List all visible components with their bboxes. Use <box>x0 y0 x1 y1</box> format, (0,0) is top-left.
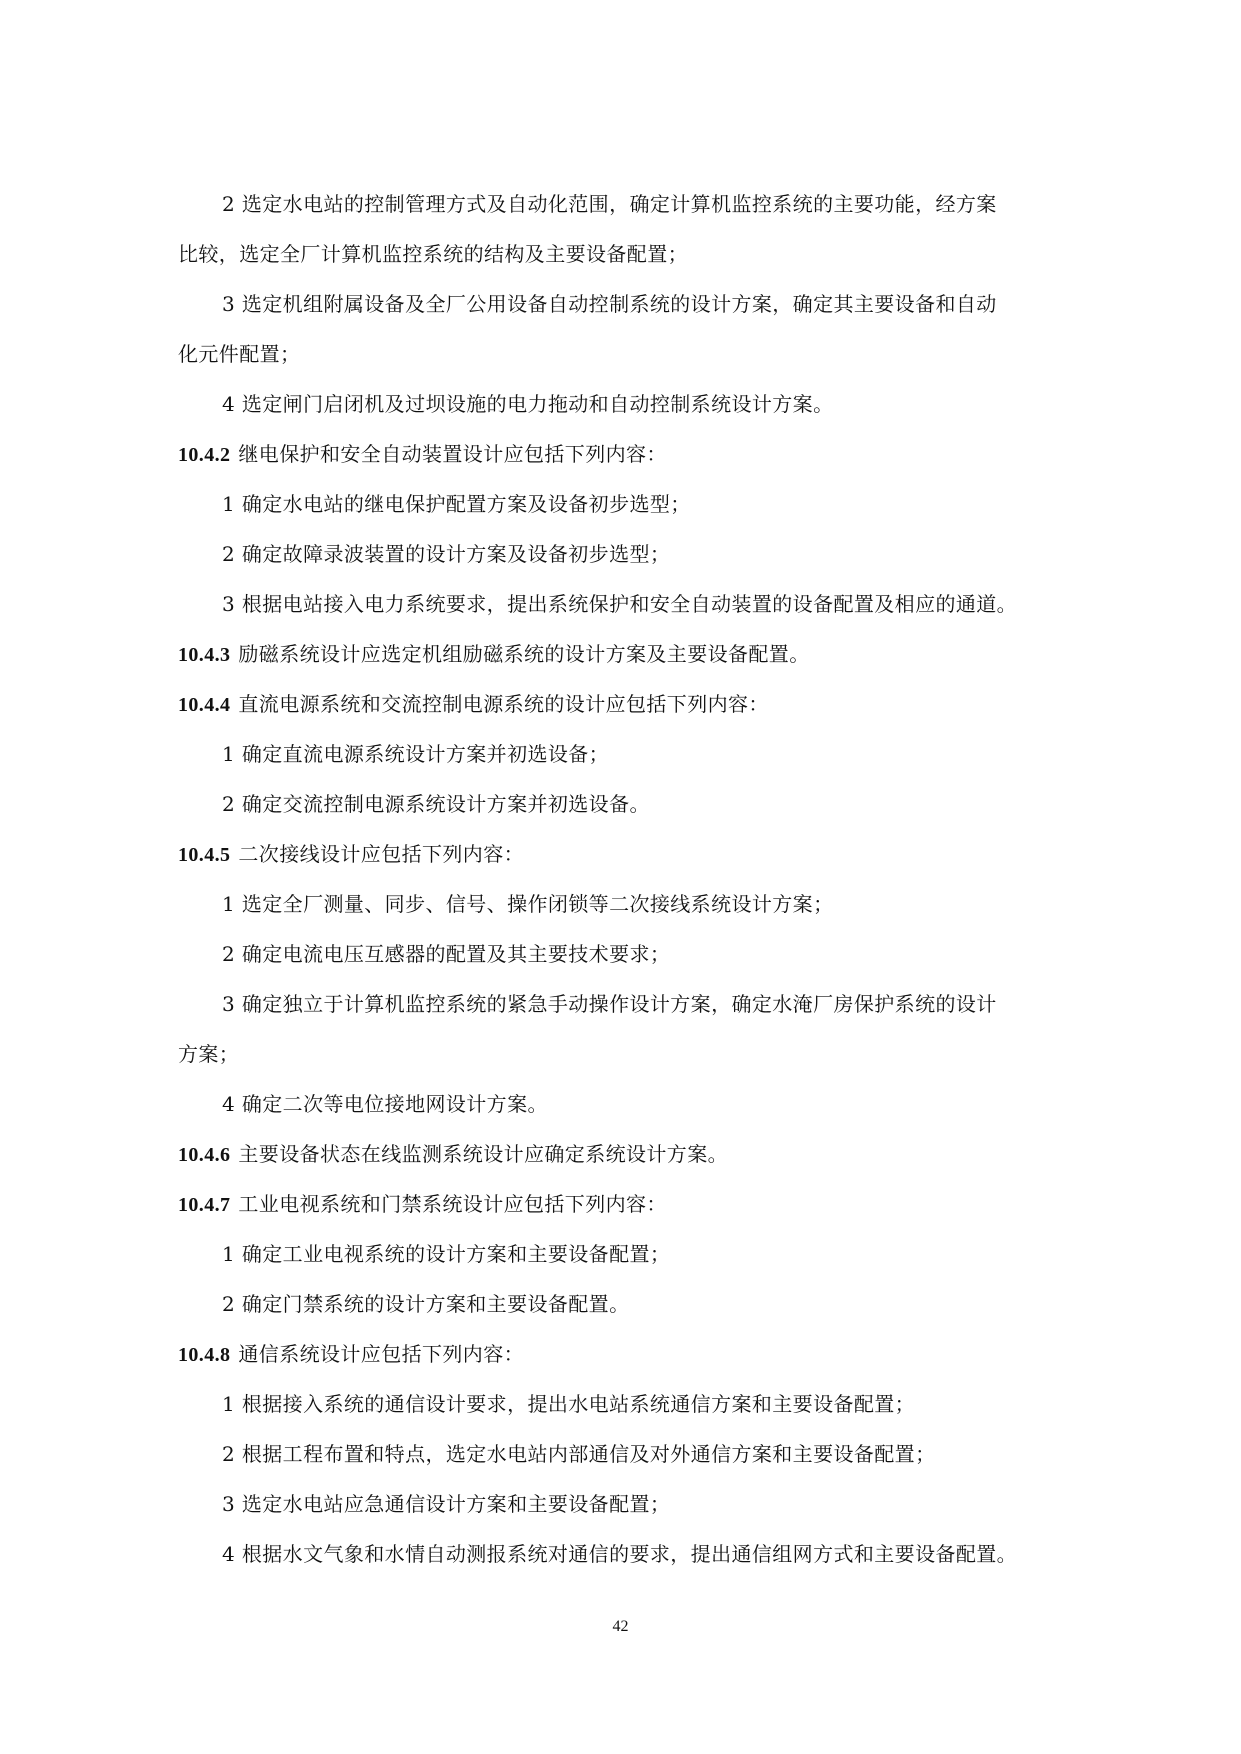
item-3-auxiliary-equipment-line2: 化元件配置； <box>178 342 301 366</box>
item-2-internal-communication: 2 根据工程布置和特点，选定水电站内部通信及对外通信方案和主要设备配置； <box>222 1442 936 1466</box>
clause-10-4-7: 10.4.7 工业电视系统和门禁系统设计应包括下列内容： <box>178 1192 667 1216</box>
item-4-equipotential-grounding: 4 确定二次等电位接地网设计方案。 <box>222 1092 548 1116</box>
item-1-relay-protection: 1 确定水电站的继电保护配置方案及设备初步选型； <box>222 492 691 516</box>
item-3-emergency-manual-line1: 3 确定独立于计算机监控系统的紧急手动操作设计方案，确定水淹厂房保护系统的设计 <box>222 992 997 1016</box>
item-2-ac-control-power: 2 确定交流控制电源系统设计方案并初选设备。 <box>222 792 650 816</box>
item-1-industrial-tv: 1 确定工业电视系统的设计方案和主要设备配置； <box>222 1242 671 1266</box>
item-4-hydrological-communication: 4 根据水文气象和水情自动测报系统对通信的要求，提出通信组网方式和主要设备配置。 <box>222 1542 1018 1566</box>
item-3-auxiliary-equipment-line1: 3 选定机组附属设备及全厂公用设备自动控制系统的设计方案，确定其主要设备和自动 <box>222 292 997 316</box>
clause-number: 10.4.3 <box>178 644 231 666</box>
item-3-emergency-manual-line2: 方案； <box>178 1042 240 1066</box>
clause-number: 10.4.5 <box>178 844 231 866</box>
clause-10-4-4: 10.4.4 直流电源系统和交流控制电源系统的设计应包括下列内容： <box>178 692 769 716</box>
item-3-emergency-communication: 3 选定水电站应急通信设计方案和主要设备配置； <box>222 1492 671 1516</box>
item-1-dc-power: 1 确定直流电源系统设计方案并初选设备； <box>222 742 610 766</box>
item-3-system-protection: 3 根据电站接入电力系统要求，提出系统保护和安全自动装置的设备配置及相应的通道。 <box>222 592 1018 616</box>
item-1-secondary-wiring: 1 选定全厂测量、同步、信号、操作闭锁等二次接线系统设计方案； <box>222 892 834 916</box>
clause-10-4-6: 10.4.6 主要设备状态在线监测系统设计应确定系统设计方案。 <box>178 1142 729 1166</box>
clause-number: 10.4.7 <box>178 1194 231 1216</box>
clause-number: 10.4.8 <box>178 1344 231 1366</box>
clause-number: 10.4.6 <box>178 1144 231 1166</box>
clause-10-4-5: 10.4.5 二次接线设计应包括下列内容： <box>178 842 525 866</box>
clause-number: 10.4.4 <box>178 694 231 716</box>
item-2-fault-recorder: 2 确定故障录波装置的设计方案及设备初步选型； <box>222 542 671 566</box>
clause-number: 10.4.2 <box>178 444 231 466</box>
clause-10-4-2: 10.4.2 继电保护和安全自动装置设计应包括下列内容： <box>178 442 667 466</box>
item-2-control-management-line1: 2 选定水电站的控制管理方式及自动化范围，确定计算机监控系统的主要功能，经方案 <box>222 192 997 216</box>
page-number: 42 <box>612 1618 629 1635</box>
item-2-instrument-transformers: 2 确定电流电压互感器的配置及其主要技术要求； <box>222 942 671 966</box>
item-1-system-communication: 1 根据接入系统的通信设计要求，提出水电站系统通信方案和主要设备配置； <box>222 1392 916 1416</box>
item-4-gate-hoist: 4 选定闸门启闭机及过坝设施的电力拖动和自动控制系统设计方案。 <box>222 392 834 416</box>
clause-10-4-8: 10.4.8 通信系统设计应包括下列内容： <box>178 1342 525 1366</box>
clause-10-4-3: 10.4.3 励磁系统设计应选定机组励磁系统的设计方案及主要设备配置。 <box>178 642 810 666</box>
item-2-access-control: 2 确定门禁系统的设计方案和主要设备配置。 <box>222 1292 630 1316</box>
item-2-control-management-line2: 比较，选定全厂计算机监控系统的结构及主要设备配置； <box>178 242 688 266</box>
